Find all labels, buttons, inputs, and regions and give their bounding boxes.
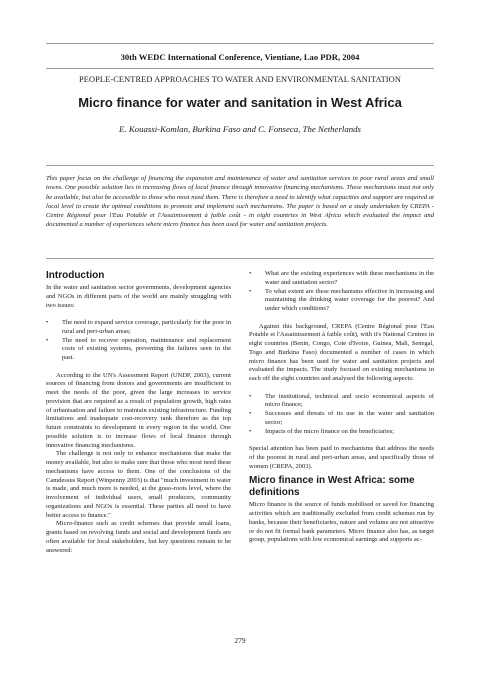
body-paragraph-1: Against this background, CREPA (Centre Régional pour l'Eau Potable et l'Assainissement à faible coût), with it's National Centres in eight countries (Benin, Congo, Cote d'Ivoire, Guinea, Mali, Senegal, Togo and Burkina Faso) documented a number of cases in which micro finance has been used for water and sanitation projects and evaluated the impacts. The study focused on existing mechanisms in each off the eight countries and analysed the following aspects:: [249, 322, 434, 382]
intro-paragraph-1: In the water and sanitation sector governments, development agencies and NGOs in different parts of the world are mainly struggling with two issues:: [46, 284, 231, 309]
right-column: [249, 270, 434, 545]
list-item: • Successes and threats of its use in the water and sanitation sector;: [249, 410, 434, 426]
body-paragraph-2: Special attention has been paid to mechanisms that address the needs of the poorest in rural and peri-urban areas, and specifically those of women (CREPA, 2003).: [249, 445, 434, 470]
authors: E. Kouassi-Komlan, Burkina Faso and C. Fonseca, The Netherlands: [119, 124, 361, 134]
top-rule: [46, 43, 434, 44]
abstract: This paper focus on the challenge of financing the expansion and maintenance of water and sanitation services in poor rural areas and small towns. One possible solution lies in increasing flows of local finance through innovative financing mechanisms. These mechanisms must not only be available, but also be accessible to those who most need them. There is therefore a need to identify what capacities and support are required at local level to create the optimal conditions to promote and implement such mechanisms. The paper is based on a study undertaken by CREPA - Centre Régional pour l'Eau Potable et l'Assainissement à faible coût - in eight countries in West Africa which evaluated the impact and documented a number of experiences where micro finance has been used for water and sanitation projects.: [46, 175, 434, 229]
intro-paragraph-3: The challenge is not only to enhance mechanisms that make the money available, but also to make sure that those who most need these mechanisms have access to them. One of the conclusions of the Camdessus Report (Winpenny 2003) is that "much investment in water is made, and much more is needed, at the grass-roots level, where the involvement of individual users, small producers, community organizations and NGOs is essential. These parties all need to have better access to finance.": [46, 450, 231, 519]
aspects-list: [249, 393, 434, 437]
abstract-top-rule: [46, 165, 434, 166]
list-item: • Impacts of the micro finance on the beneficiaries;: [249, 427, 395, 435]
intro-paragraph-2: According to the UN's Assessment Report (UNDP, 2003), current sources of financing from donors and governments are insufficient to meet the needs of the poor, given the large increases in service provision that are required as a result of population growth, high rates of urbanisation and failure to maintain existing infrastructure. Funding limitations and inadequate cost-recovery rank therefore as the top future constraints to development in every region in the world. One possible solution is to increase flows of local finance through innovative financing mechanisms.: [46, 371, 231, 449]
definitions-heading: Micro finance in West Africa: some definitions: [249, 475, 415, 499]
list-item: • The institutional, technical and socio economical aspects of micro finance;: [249, 392, 434, 409]
page-number: 279: [234, 636, 246, 645]
intro-bullet-list: [46, 319, 231, 363]
questions-list: [249, 270, 434, 314]
intro-paragraph-4: Micro-finance such as credit schemes that provide small loans, grants based on revolving funds and social and development funds are often available for local stakeholders, but key questions remain to be answered:: [46, 520, 231, 554]
list-item: • What are the existing experiences with these mechanisms in the water and sanitation sector?: [249, 270, 434, 286]
list-item: • The need to recover operation, maintenance and replacement costs of existing systems, preventing the failures seen in the past.: [46, 336, 231, 361]
conference-header: 30th WEDC International Conference, Vientiane, Lao PDR, 2004: [120, 52, 360, 62]
list-item: • To what extent are these mechanisms effective in increasing and maintaining the drinking water coverage for the poorest? And under which conditions?: [249, 287, 434, 312]
abstract-bottom-rule: [46, 258, 434, 259]
list-item: • The need to expand service coverage, particularly for the poor in rural and peri-urban areas;: [46, 319, 231, 335]
section-header: PEOPLE-CENTRED APPROACHES TO WATER AND ENVIRONMENTAL SANITATION: [79, 75, 401, 84]
introduction-heading: Introduction: [46, 270, 105, 281]
body-paragraph-3: Micro finance is the source of funds mobilised or saved for financing activities which are traditionally excluded from credit schemes run by banks, because their beneficiaries, nature and volume are not attractive or do not fit formal bank parameters. Micro finance also has, as target group, populations with low economical earnings and supports ac-: [249, 501, 434, 544]
left-column: [46, 270, 231, 555]
paper-title: Micro finance for water and sanitation in West Africa: [78, 95, 402, 110]
header-rule: [46, 68, 434, 69]
